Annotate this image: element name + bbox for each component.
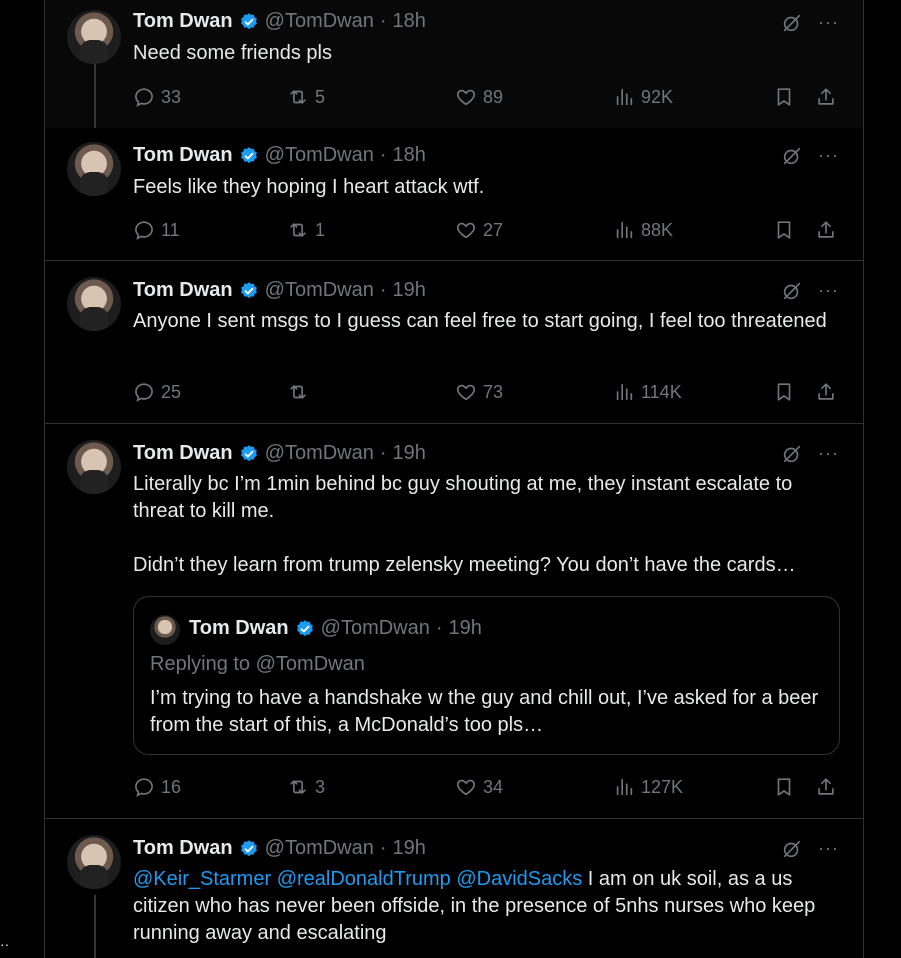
quote-author-handle: @TomDwan (320, 617, 430, 639)
bookmark-button[interactable] (773, 381, 795, 403)
tweet-header (133, 442, 426, 465)
more-icon[interactable]: ··· (818, 145, 839, 165)
bookmark-button[interactable] (773, 219, 795, 241)
reply-count: 33 (161, 86, 182, 107)
action-bar (133, 776, 843, 800)
views-button[interactable] (613, 219, 673, 241)
tweet-text: Need some friends pls (133, 42, 332, 64)
reply-icon (133, 219, 155, 241)
repost-icon (287, 381, 309, 403)
tweet-time[interactable]: 18h (392, 10, 426, 32)
repost-icon (287, 776, 309, 798)
avatar[interactable] (67, 835, 121, 889)
tweet-header (133, 279, 426, 302)
grok-icon[interactable] (781, 280, 803, 302)
tweet-header (133, 144, 426, 167)
repost-button[interactable] (287, 219, 325, 241)
tweet-5[interactable] (45, 819, 863, 958)
avatar[interactable] (67, 277, 121, 331)
heart-icon (455, 86, 477, 108)
author-handle[interactable]: @TomDwan (264, 442, 374, 464)
edge-dots: ·· (0, 936, 10, 952)
author-name[interactable]: Tom Dwan (133, 144, 233, 166)
author-name[interactable]: Tom Dwan (133, 10, 233, 32)
like-button[interactable] (455, 219, 503, 241)
author-handle[interactable]: @TomDwan (264, 837, 374, 859)
reply-button[interactable] (133, 776, 181, 798)
grok-icon[interactable] (781, 12, 803, 34)
replying-to: Replying to @TomDwan (150, 653, 365, 675)
author-name[interactable]: Tom Dwan (133, 837, 233, 859)
bookmark-icon (773, 219, 795, 241)
grok-icon[interactable] (781, 838, 803, 860)
reply-button[interactable] (133, 381, 181, 403)
like-count: 89 (483, 86, 504, 107)
tweet-text: @Keir_Starmer @realDonaldTrump @DavidSacks I am on uk soil, as a us citizen who has never been offside, in the presence of 5nhs nurses who keep running away and escalating (133, 868, 816, 944)
views-icon (613, 381, 635, 403)
time-separator: · (379, 442, 387, 464)
reply-count: 16 (161, 776, 182, 797)
heart-icon (455, 776, 477, 798)
like-button[interactable] (455, 776, 503, 798)
author-name[interactable]: Tom Dwan (133, 279, 233, 301)
like-count: 73 (483, 381, 504, 402)
bookmark-button[interactable] (773, 776, 795, 798)
tweet-3[interactable] (45, 261, 863, 424)
reply-count: 25 (161, 381, 182, 402)
repost-icon (287, 219, 309, 241)
reply-icon (133, 776, 155, 798)
verified-icon (239, 281, 259, 301)
bookmark-icon (773, 776, 795, 798)
share-icon (815, 219, 837, 241)
quoted-tweet[interactable] (133, 596, 840, 755)
views-button[interactable] (613, 86, 673, 108)
tweet-time[interactable]: 18h (392, 144, 426, 166)
reply-icon (133, 381, 155, 403)
time-separator: · (379, 144, 387, 166)
thread-line (94, 64, 96, 128)
more-icon[interactable]: ··· (818, 12, 839, 32)
share-button[interactable] (815, 776, 837, 798)
more-icon[interactable]: ··· (818, 838, 839, 858)
author-handle[interactable]: @TomDwan (264, 10, 374, 32)
tweet-text: Anyone I sent msgs to I guess can feel free to start going, I feel too threatened (133, 310, 827, 332)
tweet-header (133, 10, 426, 33)
repost-button[interactable] (287, 86, 325, 108)
reply-button[interactable] (133, 86, 181, 108)
reply-count: 11 (161, 219, 180, 240)
grok-icon[interactable] (781, 443, 803, 465)
tweet-text: Literally bc I’m 1min behind bc guy shouting at me, they instant escalate to threat to kill me. Didn’t they learn from trump zelensky meeting? You don’t have the cards… (133, 473, 796, 576)
view-count: 92K (641, 86, 674, 107)
mention-link[interactable]: @realDonaldTrump (276, 868, 451, 890)
tweet-2[interactable] (45, 128, 863, 261)
share-button[interactable] (815, 219, 837, 241)
author-handle[interactable]: @TomDwan (264, 144, 374, 166)
mention-link[interactable]: @DavidSacks (456, 868, 583, 890)
more-icon[interactable]: ··· (818, 280, 839, 300)
view-count: 114K (641, 381, 682, 402)
share-icon (815, 86, 837, 108)
like-button[interactable] (455, 381, 503, 403)
views-icon (613, 776, 635, 798)
views-button[interactable] (613, 776, 683, 798)
like-count: 27 (483, 219, 504, 240)
bookmark-icon (773, 86, 795, 108)
action-bar (133, 86, 843, 110)
reply-button[interactable] (133, 219, 180, 241)
time-separator: · (379, 279, 387, 301)
avatar[interactable] (67, 142, 121, 196)
like-button[interactable] (455, 86, 503, 108)
quote-time: 19h (448, 617, 482, 639)
tweet-1[interactable] (45, 0, 863, 128)
heart-icon (455, 381, 477, 403)
views-icon (613, 219, 635, 241)
quote-header (189, 617, 482, 640)
verified-icon (239, 444, 259, 464)
verified-icon (295, 619, 315, 639)
thread-line (94, 895, 96, 958)
verified-icon (239, 12, 259, 32)
share-button[interactable] (815, 381, 837, 403)
time-separator: · (379, 837, 387, 859)
tweet-time[interactable]: 19h (392, 442, 426, 464)
grok-icon[interactable] (781, 145, 803, 167)
repost-button[interactable] (287, 381, 315, 403)
share-icon (815, 381, 837, 403)
time-separator: · (435, 617, 443, 639)
quote-author-name: Tom Dwan (189, 617, 289, 639)
repost-icon (287, 86, 309, 108)
tweet-time[interactable]: 19h (392, 837, 426, 859)
verified-icon (239, 146, 259, 166)
tweet-4[interactable] (45, 424, 863, 819)
tweet-header (133, 837, 426, 860)
verified-icon (239, 839, 259, 859)
repost-button[interactable] (287, 776, 325, 798)
quote-avatar (150, 615, 180, 645)
repost-count: 5 (315, 86, 326, 107)
tweet-time[interactable]: 19h (392, 279, 426, 301)
action-bar (133, 381, 843, 405)
time-separator: · (379, 10, 387, 32)
mention-link[interactable]: @Keir_Starmer (133, 868, 272, 890)
share-button[interactable] (815, 86, 837, 108)
tweet-text: Feels like they hoping I heart attack wtf. (133, 176, 485, 198)
view-count: 127K (641, 776, 684, 797)
more-icon[interactable]: ··· (818, 443, 839, 463)
avatar[interactable] (67, 440, 121, 494)
bookmark-icon (773, 381, 795, 403)
views-icon (613, 86, 635, 108)
author-name[interactable]: Tom Dwan (133, 442, 233, 464)
action-bar (133, 219, 843, 243)
avatar[interactable] (67, 10, 121, 64)
repost-count: 3 (315, 776, 326, 797)
repost-count: 1 (315, 219, 326, 240)
timeline-column (44, 0, 864, 958)
like-count: 34 (483, 776, 504, 797)
bookmark-button[interactable] (773, 86, 795, 108)
views-button[interactable] (613, 381, 682, 403)
reply-icon (133, 86, 155, 108)
view-count: 88K (641, 219, 674, 240)
author-handle[interactable]: @TomDwan (264, 279, 374, 301)
heart-icon (455, 219, 477, 241)
quote-text: I’m trying to have a handshake w the guy and chill out, I’ve asked for a beer from the start of this, a McDonald’s too pls… (150, 687, 819, 736)
share-icon (815, 776, 837, 798)
